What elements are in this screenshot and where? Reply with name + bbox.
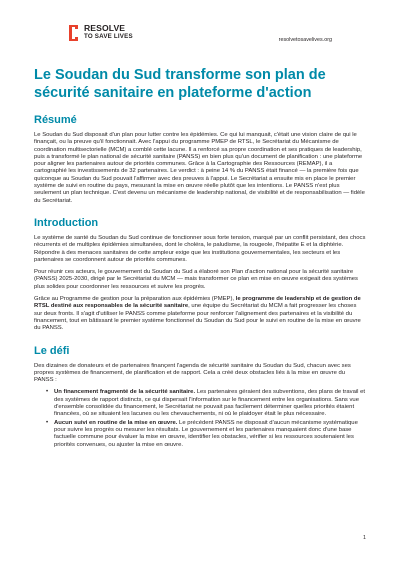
page-number: 1 bbox=[363, 535, 366, 541]
intro-p3-part2: , une équipe du Secrétariat du MCM a fait progresser les choses sur deux fronts. Il s'agit d'utiliser le PANSS comme plateforme pour renforcer l'alignement des partenaires et la visibilité du financement, tout en bâtissant le premier système fonctionnel du Soudan du Sud pour le suivi en routine de la mise en œuvre du PANSS. bbox=[34, 303, 361, 332]
defi-paragraph: Des dizaines de donateurs et de partenaires finançent l'agenda de sécurité sanitaire du Soudan du Sud, chacun avec ses propres systèmes de financement, de planification et de rapport. Cela a créé deux obstacles liés à la mise en œuvre du PANSS : bbox=[34, 362, 351, 384]
intro-p3-bold: le programme de leadership et de gestion de RTSL destiné aux responsables de la sécurité sanitaire bbox=[34, 296, 361, 310]
bullet-1-bold: Un financement fragmenté de la sécurité sanitaire. bbox=[54, 389, 196, 396]
rtsl-logo bbox=[68, 24, 133, 42]
logo-mark-icon bbox=[68, 24, 80, 42]
section-heading-introduction: Introduction bbox=[34, 216, 99, 229]
bullet-2-text: Le précédent PANSS ne disposait d'aucun mécanisme systématique pour suivre les progrès ou mesurer les résultats. Le gouvernement et les partenaires manquaient donc d'une base factuelle commune pour évaluer la mise en œuvre, identifier les obstacles, vérifier si les ressources soutenaient les priorités convenues, ou ajuster la mise en œuvre. bbox=[54, 419, 358, 448]
document-title: Le Soudan du Sud transforme son plan de sécurité sanitaire en plateforme d'action bbox=[34, 67, 326, 101]
section-heading-resume: Résumé bbox=[34, 114, 77, 126]
list-item bbox=[48, 389, 366, 418]
resume-paragraph: Le Soudan du Sud disposait d'un plan pour lutter contre les épidémies. Ce qui lui manquait, c'était une vision claire de qui le finançait, ou la preuve qu'il fonctionnait. Avec l'appui du programme PMEP de RTSL, le Secrétariat du Mécanisme de coordination multisectorielle (MCM) a comblé cette lacune. Il a renforcé sa propre coordination et ses pratiques de leadership, puis a transformé le plan national de sécurité sanitaire (PANSS) en bien plus qu'un document de planification : une plateforme pour aligner les partenaires autour de priorités communes. Grâce à la Cartographie des Ressources (REMAP), il a cartographié les investissements de 32 partenaires. Le verdict : à peine 14 % du PANSS était financé — la première fois que quiconque au Soudan du Sud pouvait l'affirmer avec des preuves à l'appui. Le Secrétariat a ensuite mis en place le premier système de suivi en routine du pays, mesurant la mise en œuvre réelle plutôt que les intentions. Le PANSS n'est plus seulement un plan technique. C'est devenu un mécanisme de leadership national, de visibilité et de responsabilisation — fidèle du Secrétariat. bbox=[34, 132, 365, 204]
list-item bbox=[48, 420, 366, 449]
intro-paragraph-1: Le système de santé du Soudan du Sud continue de fonctionner sous forte tension, marqué par un conflit persistant, des chocs récurrents et de multiples épidémies simultanées, dont le choléra, le paludisme, la rougeole, l'hépatite E et la diphtérie. Répondre à des menaces sanitaires de cette ampleur exige que les institutions gouvernementales, les secteurs et les partenaires se coordonnent autour de priorités communes. bbox=[34, 234, 366, 263]
logo-line2: TO SAVE LIVES bbox=[84, 32, 133, 40]
logo-line1: RESOLVE bbox=[84, 23, 126, 33]
intro-paragraph-2: Pour réunir ces acteurs, le gouvernement du Soudan du Sud a élaboré son Plan d'action national pour la sécurité sanitaire (PANSS) 2025-2030, dirigé par le Secrétariat du MCM — mais transformer ce plan en mise en œuvre exigeait des systèmes plus solides pour coordonner les ressources et suivre les progrès. bbox=[34, 269, 359, 290]
site-url[interactable]: resolvetosavelives.org bbox=[278, 37, 332, 43]
intro-paragraph-3 bbox=[34, 296, 366, 332]
bullet-1-text: Les partenaires géraient des subventions, des plans de travail et des systèmes de rapport distincts, ce qui dispersait l'information sur le financement entre les organisations. Sans vue d'ensemble consolidée du financement, le Secrétariat ne pouvait pas facilement déterminer quelles priorités étaient financées, où se situaient les lacunes ou les chevauchements, ni où le plaidoyer était le plus nécessaire. bbox=[54, 389, 366, 418]
defi-bullet-list bbox=[34, 389, 366, 448]
section-heading-defi: Le défi bbox=[34, 344, 70, 357]
page-header bbox=[34, 0, 366, 56]
intro-p3-part1: Grâce au Programme de gestion pour la préparation aux épidémies (PMEP), bbox=[34, 296, 236, 303]
bullet-2-bold: Aucun suivi en routine de la mise en œuvre. bbox=[54, 419, 178, 426]
